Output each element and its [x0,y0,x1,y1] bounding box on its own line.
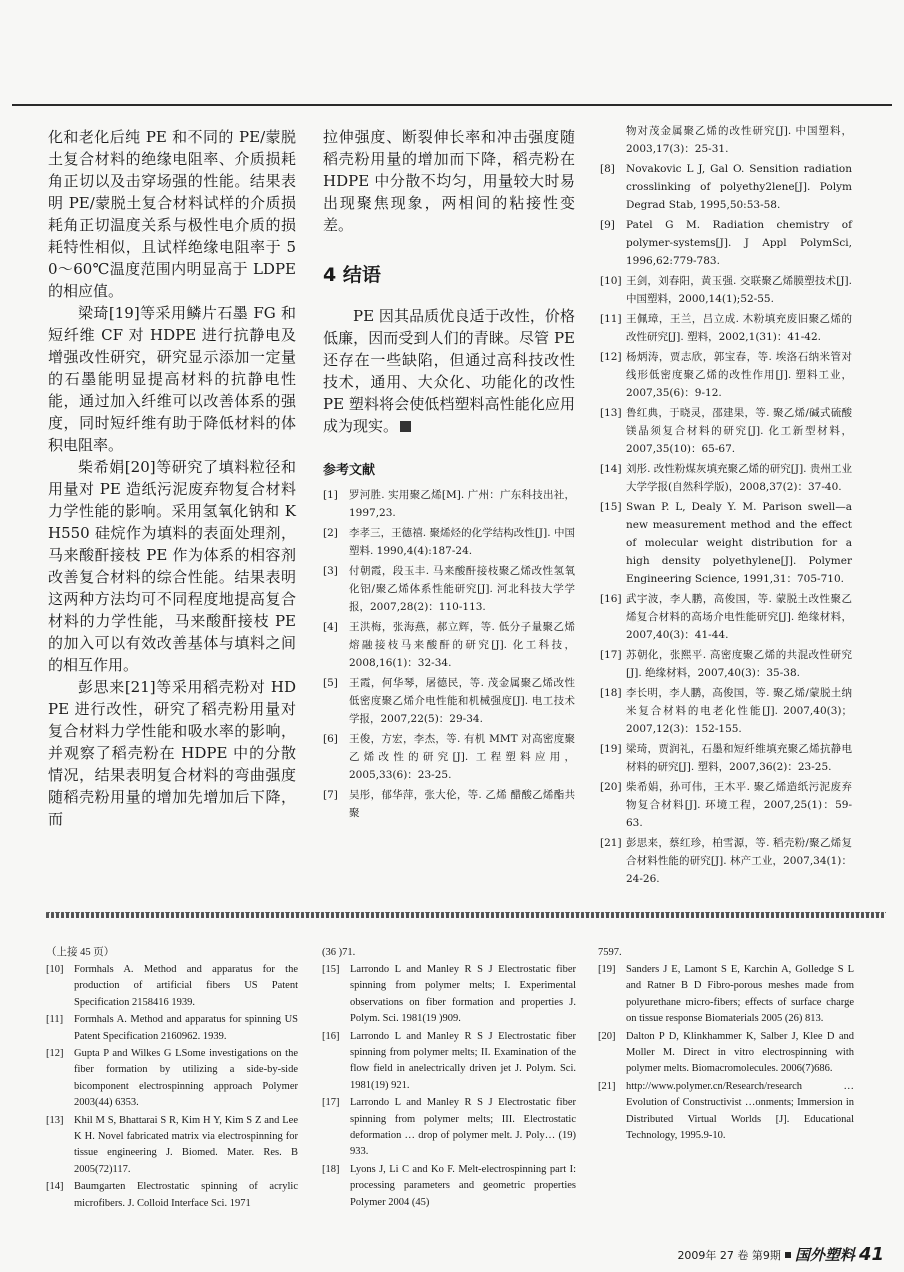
reference-item: [7] 吴彤，郁华萍，张大伦，等. 乙烯 醋酸乙烯酯共聚 [323,789,575,819]
reference-item: [21] 彭思来，蔡红珍，柏雪源，等. 稻壳粉/聚乙烯复合材料性能的研究[J]. 林产工业，2007,34(1)：24-26. [600,837,852,885]
reference-item: [11] 王佩璋，王兰，吕立成. 木粉填充废旧聚乙烯的改性研究[J]. 塑料，2002,1(31)：41-42. [600,313,852,343]
reference-item: [20] 柴希娟，孙可伟，王木平. 聚乙烯造纸污泥废弃物复合材料[J]. 环境工程，2007,25(1)：59-63. [600,781,852,829]
reference-list [323,486,575,822]
reference-item: [3] 付朝霞，段玉丰. 马来酸酐接枝聚乙烯改性氢氧化铝/聚乙烯体系性能研究[J]. 河北科技大学学报，2007,28(2)：110-113. [323,565,575,613]
continued-refs-col3 [598,944,854,1145]
reference-item: [11] Formhals A. Method and apparatus for spinning US Patent Specification 2160962. 1939. [46,1014,298,1042]
continued-refs-col2 [322,944,576,1212]
reference-item: [2] 李孝三，王德禧. 聚烯烃的化学结构改性[J]. 中国塑料. 1990,4(4):187-24. [323,527,575,557]
reference-item: [15] Larrondo L and Manley R S J Electrostatic fiber spinning from polymer melts; I. Experimental observations on fiber formation and properties J. Polym. Sci. 1981(19 )909. [322,964,576,1025]
page-footer [677,1244,884,1265]
references-heading: 参考文献 [323,463,376,478]
reference-item: [13] 鲁红典，于晓灵，邵建果，等. 聚乙烯/碱式硫酸镁晶须复合材料的研究[J]. 化工新型材料，2007,35(10)：65-67. [600,407,852,455]
reference-item: [1] 罗河胜. 实用聚乙烯[M]. 广州：广东科技出社，1997,23. [323,489,575,519]
reference-item: [16] 武宇波，李人鹏，高俊国，等. 蒙脱土改性聚乙烯复合材料的高场介电性能研究[J]. 绝缘材料，2007,40(3)：41-44. [600,593,852,641]
reference-item: [20] Dalton P D, Klinkhammer K, Salber J, Klee D and Moller M. Direct in vitro electrospinning with polymer melts. Biomacromolecules. 2006(7)686. [598,1030,854,1075]
reference-item: [13] Khil M S, Bhattarai S R, Kim H Y, Kim S Z and Lee K H. Novel fabricated matrix via electrospinning for tissue engineering J. Biomed. Mater. Res. B 2005(72)117. [46,1114,298,1175]
column-middle [323,126,575,824]
reference-item: [18] Lyons J, Li C and Ko F. Melt-electrospinning part I: processing parameters and geometric properties Polymer 2004 (45) [322,1163,576,1208]
paragraph: 彭思来[21]等采用稻壳粉对 HDPE 进行改性，研究了稻壳粉用量对复合材料力学性能和吸水率的影响，并观察了稻壳粉在 HDPE 中的分散情况，结果表明复合材料的弯曲强度随稻壳粉用量的增加先增加后下降，而 [48,678,296,828]
conclusion-text: PE 因其品质优良适于改性，价格低廉，因而受到人们的青睐。尽管 PE 还存在一些缺陷，但通过高科技改性技术，通用、大众化、功能化的改性 PE 塑料将会使低档塑料高性能化应用成为现实。 [323,307,575,435]
reference-list [600,122,852,888]
square-bullet-icon [785,1252,791,1258]
reference-item: [10] 王剑，刘春阳，黄玉强. 交联聚乙烯膜塑技术[J]. 中国塑料，2000,14(1);52-55. [600,275,852,305]
reference-item: [21] http://www.polymer.cn/Research/research … Evolution of Constructivist …onments; Immersion in Distributed Virtual Worlds [J]. Educational Technology, 1995.9-10. [598,1080,854,1142]
reference-item: [15] Swan P. L, Dealy Y. M. Parison swell—a new measurement method and the effect of molecular weight distribution for a high density polyethylene[J]. Polymer Engineering Science, 1991,31：705-710. [600,501,852,585]
reference-item: [10] Formhals A. Method and apparatus for the production of artificial fibers US Patent Specification 2158416 1939. [46,964,298,1008]
paragraph: 柴希娟[20]等研究了填料粒径和用量对 PE 造纸污泥废弃物复合材料力学性能的影响。采用氢氧化钠和 KH550 硅烷作为填料的表面处理剂，马来酸酐接枝 PE 作为体系的相容剂改善复合材料的综合性能。结果表明这两种方法均可不同程度地提高复合材料的力学性能，马来酸酐接枝 PE 的加入可以有效改善基体与填料之间的相互作用。 [48,458,296,674]
reference-item: [18] 李长明，李人鹏，高俊国，等. 聚乙烯/蒙脱土纳米复合材料的电老化性能[J]. 2007,40(3)；2007,12(3)：152-155. [600,687,852,735]
continued-label: （上接 45 页） [46,947,115,958]
journal-name: 国外塑料 [794,1246,855,1264]
reference-item: [6] 王俊，方宏，李杰，等. 有机 MMT 对高密度聚乙烯改性的研究[J]. 工程塑料应用，2005,33(6)：23-25. [323,733,575,781]
section-heading: 4 结语 [323,264,381,286]
continued-text: 7597. [598,947,622,958]
header-rule [12,104,892,106]
reference-item: [14] 刘彤. 改性粉煤灰填充聚乙烯的研究[J]. 贵州工业大学学报(自然科学版)，2008,37(2)：37-40. [600,463,852,493]
reference-item: [17] Larrondo L and Manley R S J Electrostatic fiber spinning from polymer melts; III. Electrostatic deformation … drop of polymer melt. J. Poly… (19) 933. [322,1097,576,1158]
column-right [600,122,852,890]
reference-item: [19] Sanders J E, Lamont S E, Karchin A, Golledge S L and Ratner B D Fibro-porous meshes made from polyurethane micro-fibers; effects of surface charge on tissue response Biomaterials 2005 (26) 813. [598,964,854,1025]
reference-item: [17] 苏朝化，张熙平. 高密度聚乙烯的共混改性研究[J]. 绝缘材料，2007,40(3)：35-38. [600,649,852,679]
reference-item: [9] Patel G M. Radiation chemistry of polymer-systems[J]. J Appl PolymSci, 1996,62:779-783. [600,219,852,267]
continued-text: (36 )71. [322,947,356,958]
reference-item: [12] Gupta P and Wilkes G LSome investigations on the fiber formation by utilizing a side-by-side bicomponent electrospinning approach Polymer 2003(44) 6353. [46,1048,298,1109]
paragraph: 拉伸强度、断裂伸长率和冲击强度随稻壳粉用量的增加而下降，稻壳粉在 HDPE 中分散不均匀，用量较大时易出现聚焦现象，两相间的粘接性变差。 [323,128,575,234]
reference-item: 物对茂金属聚乙烯的改性研究[J]. 中国塑料，2003,17(3)：25-31. [626,125,852,155]
reference-item: [8] Novakovic L J, Gal O. Sensition radiation crosslinking of polyethy2lene[J]. Polym Degrad Stab, 1995,50:53-58. [600,163,852,211]
reference-item: [16] Larrondo L and Manley R S J Electrostatic fiber spinning from polymer melts; II. Examination of the flow field in anelectrically driven jet J. Polym. Sci. 1981(19) 921. [322,1030,576,1091]
paragraph: 化和老化后纯 PE 和不同的 PE/蒙脱土复合材料的绝缘电阻率、介质损耗角正切以及击穿场强的性能。结果表明 PE/蒙脱土复合材料试样的介质损耗角正切温度关系与极性电介质的损耗特性相似，且试样绝缘电阻率于 50～60℃温度范围内明显高于 LDPE 的相应值。 [48,128,296,300]
reference-item: [14] Baumgarten Electrostatic spinning of acrylic microfibers. J. Colloid Interface Sci. 1971 [46,1181,298,1209]
reference-item: [19] 梁琦，贾润礼，石墨和短纤维填充聚乙烯抗静电材料的研究[J]. 塑料，2007,36(2)：23-25. [600,743,852,773]
continued-refs-col1 [46,944,298,1213]
paragraph: 梁琦[19]等采用鳞片石墨 FG 和短纤维 CF 对 HDPE 进行抗静电及增强改性研究，研究显示添加一定量的石墨能明显提高材料的抗静电性能，通过加入纤维可以改善体系的强度，同时短纤维有助于降低材料的体积电阻率。 [48,304,296,454]
column-left [48,126,296,830]
reference-item: [12] 杨炳涛，贾志欣，郭宝春，等. 埃洛石纳米管对线形低密度聚乙烯的改性作用[J]. 塑料工业，2007,35(6)：9-12. [600,351,852,399]
end-mark-icon [400,421,411,432]
section-separator [46,912,886,918]
issue-info: 2009年 27 卷 第9期 [677,1248,781,1262]
reference-item: [5] 王霞，何华琴，屠德民，等. 茂金属聚乙烯改性低密度聚乙烯介电性能和机械强度[J]. 电工技术学报，2007,22(5)：29-34. [323,677,575,725]
paragraph [323,305,575,437]
page-number: 41 [858,1244,884,1265]
reference-item: [4] 王洪梅，张海燕，郝立辉，等. 低分子量聚乙烯熔融接枝马来酸酐的研究[J]. 化工科技，2008,16(1)：32-34. [323,621,575,669]
